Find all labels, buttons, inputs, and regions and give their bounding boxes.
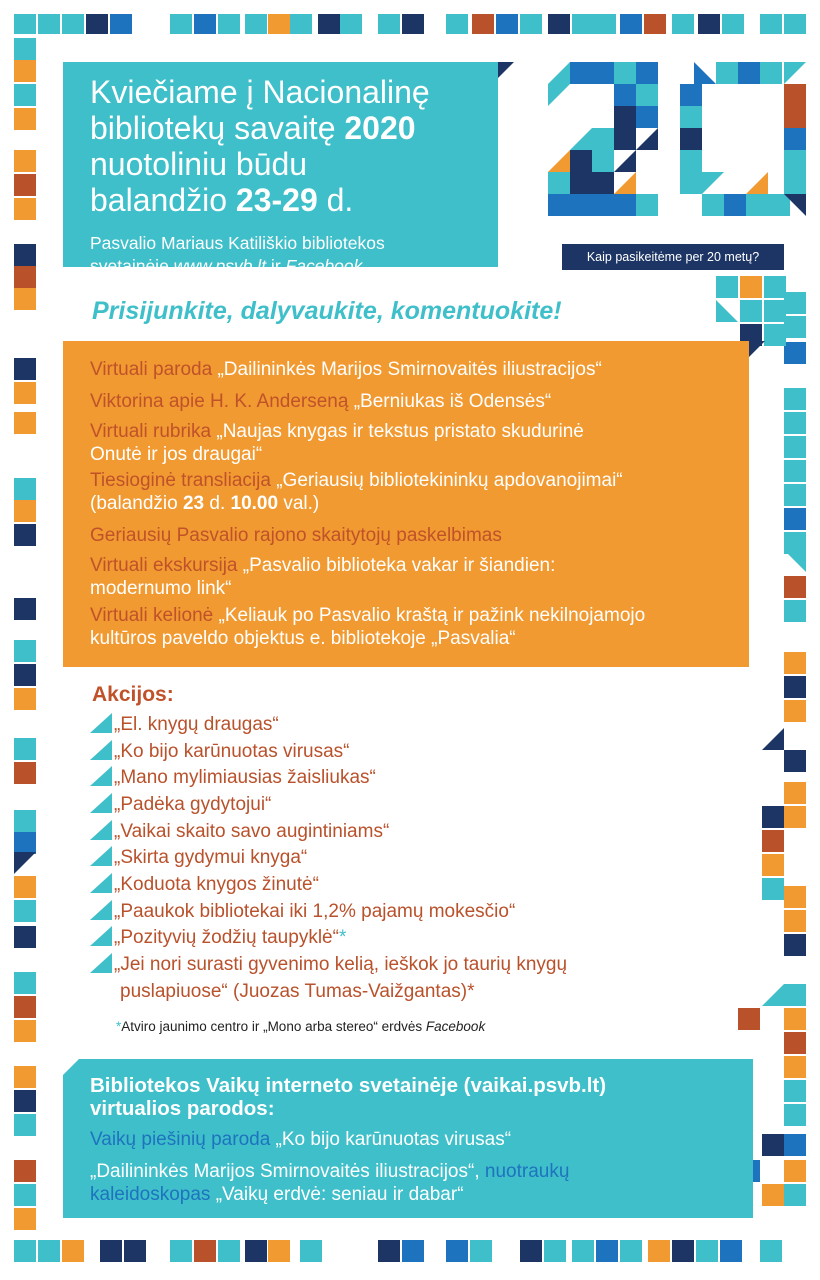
mosaic-tile bbox=[760, 14, 782, 34]
mosaic-tile bbox=[268, 1240, 290, 1262]
mosaic-triangle bbox=[762, 728, 784, 750]
mosaic-tile bbox=[14, 524, 36, 546]
mosaic-tile bbox=[544, 1240, 566, 1262]
mosaic-tile bbox=[300, 1240, 322, 1262]
triangle-bullet-icon bbox=[90, 820, 112, 840]
mosaic-tile bbox=[38, 1240, 60, 1262]
mosaic-tile bbox=[784, 1008, 806, 1030]
mosaic-tile bbox=[14, 926, 36, 948]
mosaic-tile bbox=[14, 738, 36, 760]
triangle-bullet-icon bbox=[90, 926, 112, 946]
mosaic-tile bbox=[14, 84, 36, 106]
kids-site-box bbox=[63, 1059, 753, 1218]
header-sub-2: svetainėje www.psvb.lt ir Facebook. bbox=[90, 256, 368, 276]
mosaic-tile bbox=[760, 1240, 782, 1262]
footnote: *Atviro jaunimo centro ir „Mono arba stereo“ erdvės Facebook bbox=[116, 1019, 486, 1034]
mosaic-tile bbox=[14, 358, 36, 380]
mosaic-tile bbox=[784, 806, 806, 828]
action-item: „Koduota knygos žinutė“ bbox=[90, 873, 319, 897]
mosaic-tile bbox=[620, 1240, 642, 1262]
mosaic-tile bbox=[784, 984, 806, 1006]
event-item: Geriausių Pasvalio rajono skaitytojų paskelbimas bbox=[90, 525, 502, 546]
mosaic-tile bbox=[14, 810, 36, 832]
mosaic-tile bbox=[14, 640, 36, 662]
action-item: „Skirta gydymui knyga“ bbox=[90, 846, 307, 870]
mosaic-tile bbox=[764, 276, 786, 298]
mosaic-tile bbox=[594, 14, 616, 34]
kids-heading-2: virtualios parodos: bbox=[90, 1097, 275, 1120]
mosaic-tile bbox=[784, 460, 806, 482]
mosaic-tile bbox=[170, 1240, 192, 1262]
kids-line-1: Vaikų piešinių paroda „Ko bijo karūnuotas virusas“ bbox=[90, 1129, 512, 1150]
mosaic-tile bbox=[720, 1240, 742, 1262]
mosaic-tile bbox=[784, 934, 806, 956]
mosaic-tile bbox=[784, 576, 806, 598]
mosaic-tile bbox=[762, 830, 784, 852]
mosaic-tile bbox=[245, 1240, 267, 1262]
mosaic-tile bbox=[14, 1240, 36, 1262]
mosaic-tile bbox=[784, 342, 806, 364]
triangle-bullet-icon bbox=[90, 873, 112, 893]
mosaic-tile bbox=[100, 1240, 122, 1262]
mosaic-tile bbox=[378, 1240, 400, 1262]
mosaic-tile bbox=[14, 762, 36, 784]
join-slogan: Prisijunkite, dalyvaukite, komentuokite! bbox=[92, 297, 562, 325]
mosaic-tile bbox=[472, 14, 494, 34]
mosaic-tile bbox=[520, 1240, 542, 1262]
site-link[interactable]: www.psvb.lt bbox=[173, 256, 267, 276]
triangle-bullet-icon bbox=[90, 740, 112, 760]
mosaic-tile bbox=[672, 1240, 694, 1262]
mosaic-tile bbox=[496, 14, 518, 34]
mosaic-tile bbox=[194, 14, 216, 34]
mosaic-tile bbox=[14, 1114, 36, 1136]
mosaic-tile bbox=[722, 14, 744, 34]
mosaic-tile bbox=[14, 412, 36, 434]
mosaic-tile bbox=[14, 14, 36, 34]
mosaic-tile bbox=[784, 1184, 806, 1206]
mosaic-tile bbox=[738, 1008, 760, 1030]
kids-line-3: kaleidoskopas „Vaikų erdvė: seniau ir dabar“ bbox=[90, 1184, 464, 1205]
mosaic-tile bbox=[784, 1134, 806, 1156]
mosaic-tile bbox=[784, 508, 806, 530]
kids-heading-1: Bibliotekos Vaikų interneto svetainėje (vaikai.psvb.lt) bbox=[90, 1074, 607, 1097]
mosaic-tile bbox=[14, 174, 36, 196]
event-item: Virtuali paroda „Dailininkės Marijos Smirnovaitės iliustracijos“ bbox=[90, 359, 602, 380]
mosaic-tile bbox=[14, 288, 36, 310]
mosaic-tile bbox=[784, 316, 806, 338]
mosaic-triangle bbox=[14, 852, 36, 874]
mosaic-tile bbox=[696, 1240, 718, 1262]
mosaic-triangle bbox=[784, 550, 806, 572]
mosaic-tile bbox=[318, 14, 340, 34]
mosaic-tile bbox=[784, 700, 806, 722]
header-line-1: Kviečiame į Nacionalinę bbox=[90, 74, 430, 110]
mosaic-tile bbox=[784, 412, 806, 434]
mosaic-triangle bbox=[762, 984, 784, 1006]
action-item: „Mano mylimiausias žaisliukas“ bbox=[90, 766, 376, 790]
mosaic-tile bbox=[245, 14, 267, 34]
action-item: „Ko bijo karūnuotas virusas“ bbox=[90, 740, 350, 764]
mosaic-tile bbox=[14, 832, 36, 854]
mosaic-tile bbox=[784, 750, 806, 772]
mosaic-tile bbox=[762, 1184, 784, 1206]
triangle-bullet-icon bbox=[90, 793, 112, 813]
mosaic-tile bbox=[784, 388, 806, 410]
mosaic-tile bbox=[784, 436, 806, 458]
action-item: „El. knygų draugas“ bbox=[90, 713, 279, 737]
mosaic-tile bbox=[340, 14, 362, 34]
event-item: Virtuali ekskursija „Pasvalio biblioteka vakar ir šiandien: bbox=[90, 555, 556, 576]
mosaic-tile bbox=[762, 806, 784, 828]
mosaic-tile bbox=[762, 1134, 784, 1156]
mosaic-tile bbox=[784, 1032, 806, 1054]
mosaic-tile bbox=[784, 1104, 806, 1126]
mosaic-tile bbox=[596, 1240, 618, 1262]
mosaic-tile bbox=[402, 1240, 424, 1262]
events-box bbox=[63, 341, 749, 667]
mosaic-tile bbox=[14, 1020, 36, 1042]
mosaic-tile bbox=[378, 14, 400, 34]
mosaic-tile bbox=[784, 886, 806, 908]
mosaic-tile bbox=[784, 600, 806, 622]
big-twenty bbox=[545, 58, 805, 228]
mosaic-tile bbox=[548, 14, 570, 34]
header-line-4: balandžio 23-29 d. bbox=[90, 182, 354, 218]
action-item: „Vaikai skaito savo augintiniams“ bbox=[90, 820, 389, 844]
header-sub-1: Pasvalio Mariaus Katiliškio bibliotekos bbox=[90, 233, 385, 253]
mosaic-tile bbox=[62, 1240, 84, 1262]
caption-badge: Kaip pasikeitėme per 20 metų? bbox=[562, 244, 784, 270]
mosaic-tile bbox=[698, 14, 720, 34]
triangle-bullet-icon bbox=[90, 900, 112, 920]
mosaic-tile bbox=[446, 14, 468, 34]
header-line-2: bibliotekų savaitę 2020 bbox=[90, 110, 416, 146]
mosaic-tile bbox=[290, 14, 312, 34]
mosaic-tile bbox=[784, 676, 806, 698]
mosaic-tile bbox=[124, 1240, 146, 1262]
event-item: Viktorina apie H. K. Anderseną „Berniukas iš Odensės“ bbox=[90, 391, 552, 412]
triangle-bullet-icon bbox=[90, 766, 112, 786]
facebook-link[interactable]: Facebook bbox=[285, 256, 363, 276]
svg-text:20: 20 bbox=[674, 218, 676, 219]
event-item: Virtuali rubrika „Naujas knygas ir tekstus pristato skudurinė bbox=[90, 421, 584, 442]
mosaic-tile bbox=[470, 1240, 492, 1262]
event-item-cont: Onutė ir jos draugai“ bbox=[90, 444, 263, 465]
header-line-3: nuotoliniu būdu bbox=[90, 146, 308, 182]
mosaic-tile bbox=[14, 38, 36, 60]
mosaic-tile bbox=[268, 14, 290, 34]
action-item-cont: puslapiuose“ (Juozas Tumas-Vaižgantas)* bbox=[120, 981, 475, 1002]
mosaic-tile bbox=[764, 300, 786, 322]
mosaic-tile bbox=[672, 14, 694, 34]
triangle-bullet-icon bbox=[90, 713, 112, 733]
event-item: Tiesioginė transliacija „Geriausių bibliotekininkų apdovanojimai“ bbox=[90, 470, 623, 491]
corner-notch bbox=[749, 341, 765, 357]
mosaic-tile bbox=[520, 14, 542, 34]
mosaic-tile bbox=[110, 14, 132, 34]
event-item: Virtuali kelionė „Keliauk po Pasvalio kraštą ir pažink nekilnojamojo bbox=[90, 605, 646, 626]
mosaic-tile bbox=[740, 276, 762, 298]
mosaic-tile bbox=[14, 664, 36, 686]
mosaic-tile bbox=[446, 1240, 468, 1262]
action-item: „Jei nori surasti gyvenimo kelią, ieškok jo taurių knygų bbox=[90, 953, 567, 977]
mosaic-tile bbox=[784, 1056, 806, 1078]
mosaic-tile bbox=[86, 14, 108, 34]
mosaic-tile bbox=[648, 1240, 670, 1262]
corner-notch bbox=[498, 62, 514, 78]
action-item: „Padėka gydytojui“ bbox=[90, 793, 271, 817]
mosaic-tile bbox=[402, 14, 424, 34]
mosaic-tile bbox=[14, 972, 36, 994]
mosaic-tile bbox=[572, 1240, 594, 1262]
event-item-cont: modernumo link“ bbox=[90, 578, 232, 599]
mosaic-tile bbox=[14, 382, 36, 404]
mosaic-tile bbox=[14, 996, 36, 1018]
header-box bbox=[63, 62, 498, 276]
mosaic-tile bbox=[762, 878, 784, 900]
mosaic-tile bbox=[784, 484, 806, 506]
mosaic-tile bbox=[784, 782, 806, 804]
mosaic-tile bbox=[14, 876, 36, 898]
mosaic-tile bbox=[620, 14, 642, 34]
mosaic-tile bbox=[740, 300, 762, 322]
triangle-bullet-icon bbox=[90, 846, 112, 866]
mosaic-tile bbox=[14, 598, 36, 620]
actions-title: Akcijos: bbox=[92, 683, 174, 706]
corner-notch bbox=[63, 1059, 79, 1075]
mosaic-tile bbox=[716, 276, 738, 298]
mosaic-tile bbox=[14, 688, 36, 710]
action-item: „Paaukok bibliotekai iki 1,2% pajamų mokesčio“ bbox=[90, 900, 515, 924]
mosaic-tile bbox=[14, 1184, 36, 1206]
mosaic-tile bbox=[784, 652, 806, 674]
mosaic-tile bbox=[14, 244, 36, 266]
mosaic-tile bbox=[218, 14, 240, 34]
mosaic-tile bbox=[38, 14, 60, 34]
event-item-cont: (balandžio 23 d. 10.00 val.) bbox=[90, 493, 320, 514]
mosaic-tile bbox=[572, 14, 594, 34]
mosaic-tile bbox=[14, 900, 36, 922]
mosaic-triangle bbox=[716, 300, 738, 322]
mosaic-tile bbox=[14, 1160, 36, 1182]
kids-line-2: „Dailininkės Marijos Smirnovaitės iliustracijos“, nuotraukų bbox=[90, 1161, 570, 1182]
mosaic-tile bbox=[170, 14, 192, 34]
mosaic-tile bbox=[14, 198, 36, 220]
mosaic-tile bbox=[764, 324, 786, 346]
mosaic-tile bbox=[784, 1080, 806, 1102]
mosaic-tile bbox=[784, 292, 806, 314]
mosaic-tile bbox=[14, 1208, 36, 1230]
mosaic-tile bbox=[194, 1240, 216, 1262]
mosaic-tile bbox=[218, 1240, 240, 1262]
triangle-bullet-icon bbox=[90, 953, 112, 973]
mosaic-tile bbox=[14, 500, 36, 522]
mosaic-tile bbox=[784, 1160, 806, 1182]
event-item-cont: kultūros paveldo objektus e. bibliotekoje „Pasvalia“ bbox=[90, 628, 516, 649]
mosaic-tile bbox=[62, 14, 84, 34]
mosaic-tile bbox=[14, 1066, 36, 1088]
mosaic-tile bbox=[762, 854, 784, 876]
action-item: „Pozityvių žodžių taupyklė“* bbox=[90, 926, 346, 950]
mosaic-tile bbox=[14, 150, 36, 172]
mosaic-tile bbox=[14, 266, 36, 288]
mosaic-tile bbox=[784, 14, 806, 34]
mosaic-tile bbox=[14, 60, 36, 82]
mosaic-tile bbox=[14, 108, 36, 130]
mosaic-tile bbox=[14, 478, 36, 500]
mosaic-tile bbox=[14, 1090, 36, 1112]
mosaic-tile bbox=[784, 910, 806, 932]
mosaic-tile bbox=[644, 14, 666, 34]
